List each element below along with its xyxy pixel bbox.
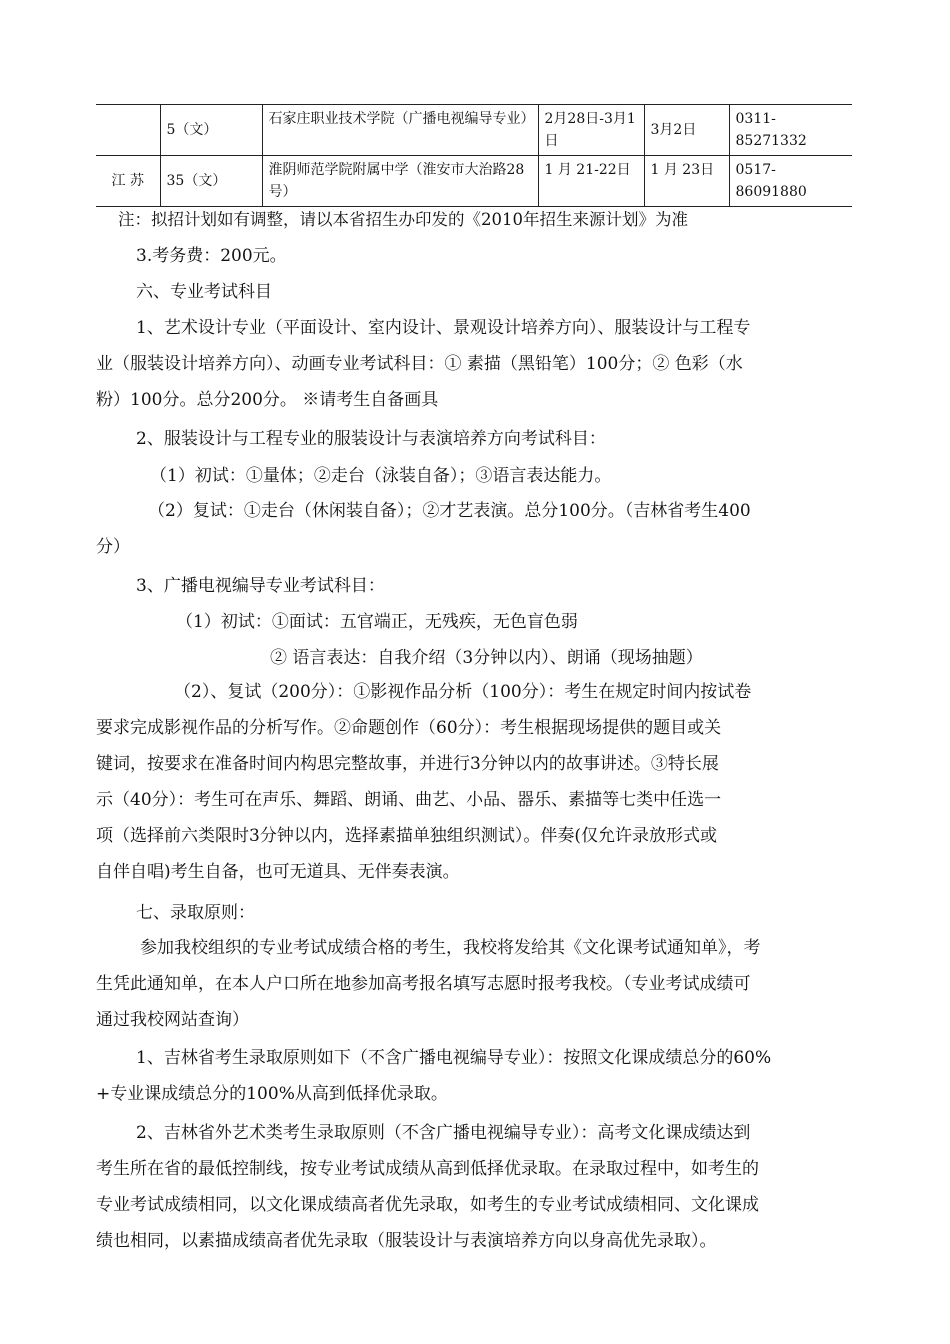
paragraph-line: 业（服装设计培养方向）、动画专业考试科目：① 素描（黑铅笔）100分；② 色彩（水 bbox=[96, 354, 743, 374]
paragraph-line: 要求完成影视作品的分析写作。②命题创作（60分）：考生根据现场提供的题目或关 bbox=[96, 718, 722, 738]
quota-cell: 35（文） bbox=[160, 156, 262, 207]
exam-site-cell: 淮阴师范学院附属中学（淮安市大治路28号） bbox=[262, 156, 538, 207]
paragraph-line: 1、艺术设计专业（平面设计、室内设计、景观设计培养方向）、服装设计与工程专 bbox=[136, 318, 751, 338]
province-cell bbox=[96, 105, 160, 156]
paragraph-line: （2）复试：①走台（休闲装自备）；②才艺表演。总分100分。（吉林省考生400 bbox=[148, 501, 751, 521]
section-6-broadcast-heading: 3、广播电视编导专业考试科目： bbox=[136, 576, 385, 596]
paragraph-line: 粉）100分。总分200分。 ※请考生自备画具 bbox=[96, 390, 439, 410]
broadcast-second-round bbox=[96, 674, 856, 890]
section-6-fashion-heading: 2、服装设计与工程专业的服装设计与表演培养方向考试科目： bbox=[136, 429, 606, 449]
admission-intro-paragraph bbox=[96, 930, 856, 1038]
paragraph-line: 项（选择前六类限时3分钟以内，选择素描单独组织测试）。伴奏(仅允许录放形式或 bbox=[96, 826, 717, 846]
exam-date-cell: 1 月 23日 bbox=[644, 156, 729, 207]
paragraph-line: 1、吉林省考生录取原则如下（不含广播电视编导专业）：按照文化课成绩总分的60% bbox=[136, 1048, 772, 1068]
plan-note: 注：拟招计划如有调整，请以本省招生办印发的《2010年招生来源计划》为准 bbox=[118, 210, 688, 229]
section-7-heading: 七、录取原则： bbox=[136, 903, 255, 923]
fashion-second-round bbox=[96, 493, 856, 565]
phone-cell: 0311-85271332 bbox=[729, 105, 852, 156]
paragraph-line: 键词，按要求在准备时间内构思完整故事，并进行3分钟以内的故事讲述。③特长展 bbox=[96, 754, 719, 774]
table-row bbox=[96, 156, 852, 207]
section-6-heading: 六、专业考试科目 bbox=[136, 282, 272, 302]
exam-site-cell: 石家庄职业技术学院（广播电视编导专业） bbox=[262, 105, 538, 156]
table-row bbox=[96, 105, 852, 156]
recruitment-table bbox=[96, 104, 852, 207]
section-6-art-design-paragraph bbox=[96, 310, 856, 418]
paragraph-line: 自伴自唱)考生自备，也可无道具、无伴奏表演。 bbox=[96, 862, 460, 882]
registration-date-cell: 2月28日-3月1日 bbox=[538, 105, 644, 156]
non-jilin-admission-paragraph bbox=[96, 1115, 856, 1259]
paragraph-line: 通过我校网站查询） bbox=[96, 1010, 249, 1030]
paragraph-line: （2）、复试（200分）：①影视作品分析（100分）：考生在规定时间内按试卷 bbox=[174, 682, 752, 702]
quota-cell: 5（文） bbox=[160, 105, 262, 156]
paragraph-line: 专业考试成绩相同，以文化课成绩高者优先录取，如考生的专业考试成绩相同、文化课成 bbox=[96, 1195, 759, 1215]
paragraph-line: 参加我校组织的专业考试成绩合格的考生，我校将发给其《文化课考试通知单》，考 bbox=[140, 938, 761, 958]
paragraph-line: +专业课成绩总分的100%从高到低择优录取。 bbox=[96, 1084, 448, 1104]
exam-date-cell: 3月2日 bbox=[644, 105, 729, 156]
fashion-first-round: （1）初试：①量体；②走台（泳装自备）；③语言表达能力。 bbox=[150, 466, 612, 486]
paragraph-line: 考生所在省的最低控制线，按专业考试成绩从高到低择优录取。在录取过程中，如考生的 bbox=[96, 1159, 759, 1179]
broadcast-first-round-interview: （1）初试：①面试：五官端正，无残疾，无色盲色弱 bbox=[176, 612, 578, 632]
jilin-admission-paragraph bbox=[96, 1040, 856, 1112]
exam-fee: 3.考务费：200元。 bbox=[136, 246, 287, 266]
broadcast-first-round-speech: ② 语言表达：自我介绍（3分钟以内）、朗诵（现场抽题） bbox=[270, 648, 703, 668]
paragraph-line: 分） bbox=[96, 537, 130, 557]
province-cell: 江 苏 bbox=[96, 156, 160, 207]
paragraph-line: 示（40分）：考生可在声乐、舞蹈、朗诵、曲艺、小品、器乐、素描等七类中任选一 bbox=[96, 790, 722, 810]
registration-date-cell: 1 月 21-22日 bbox=[538, 156, 644, 207]
paragraph-line: 生凭此通知单，在本人户口所在地参加高考报名填写志愿时报考我校。（专业考试成绩可 bbox=[96, 974, 751, 994]
paragraph-line: 绩也相同，以素描成绩高者优先录取（服装设计与表演培养方向以身高优先录取）。 bbox=[96, 1231, 717, 1251]
paragraph-line: 2、吉林省外艺术类考生录取原则（不含广播电视编导专业）：高考文化课成绩达到 bbox=[136, 1123, 751, 1143]
phone-cell: 0517-86091880 bbox=[729, 156, 852, 207]
